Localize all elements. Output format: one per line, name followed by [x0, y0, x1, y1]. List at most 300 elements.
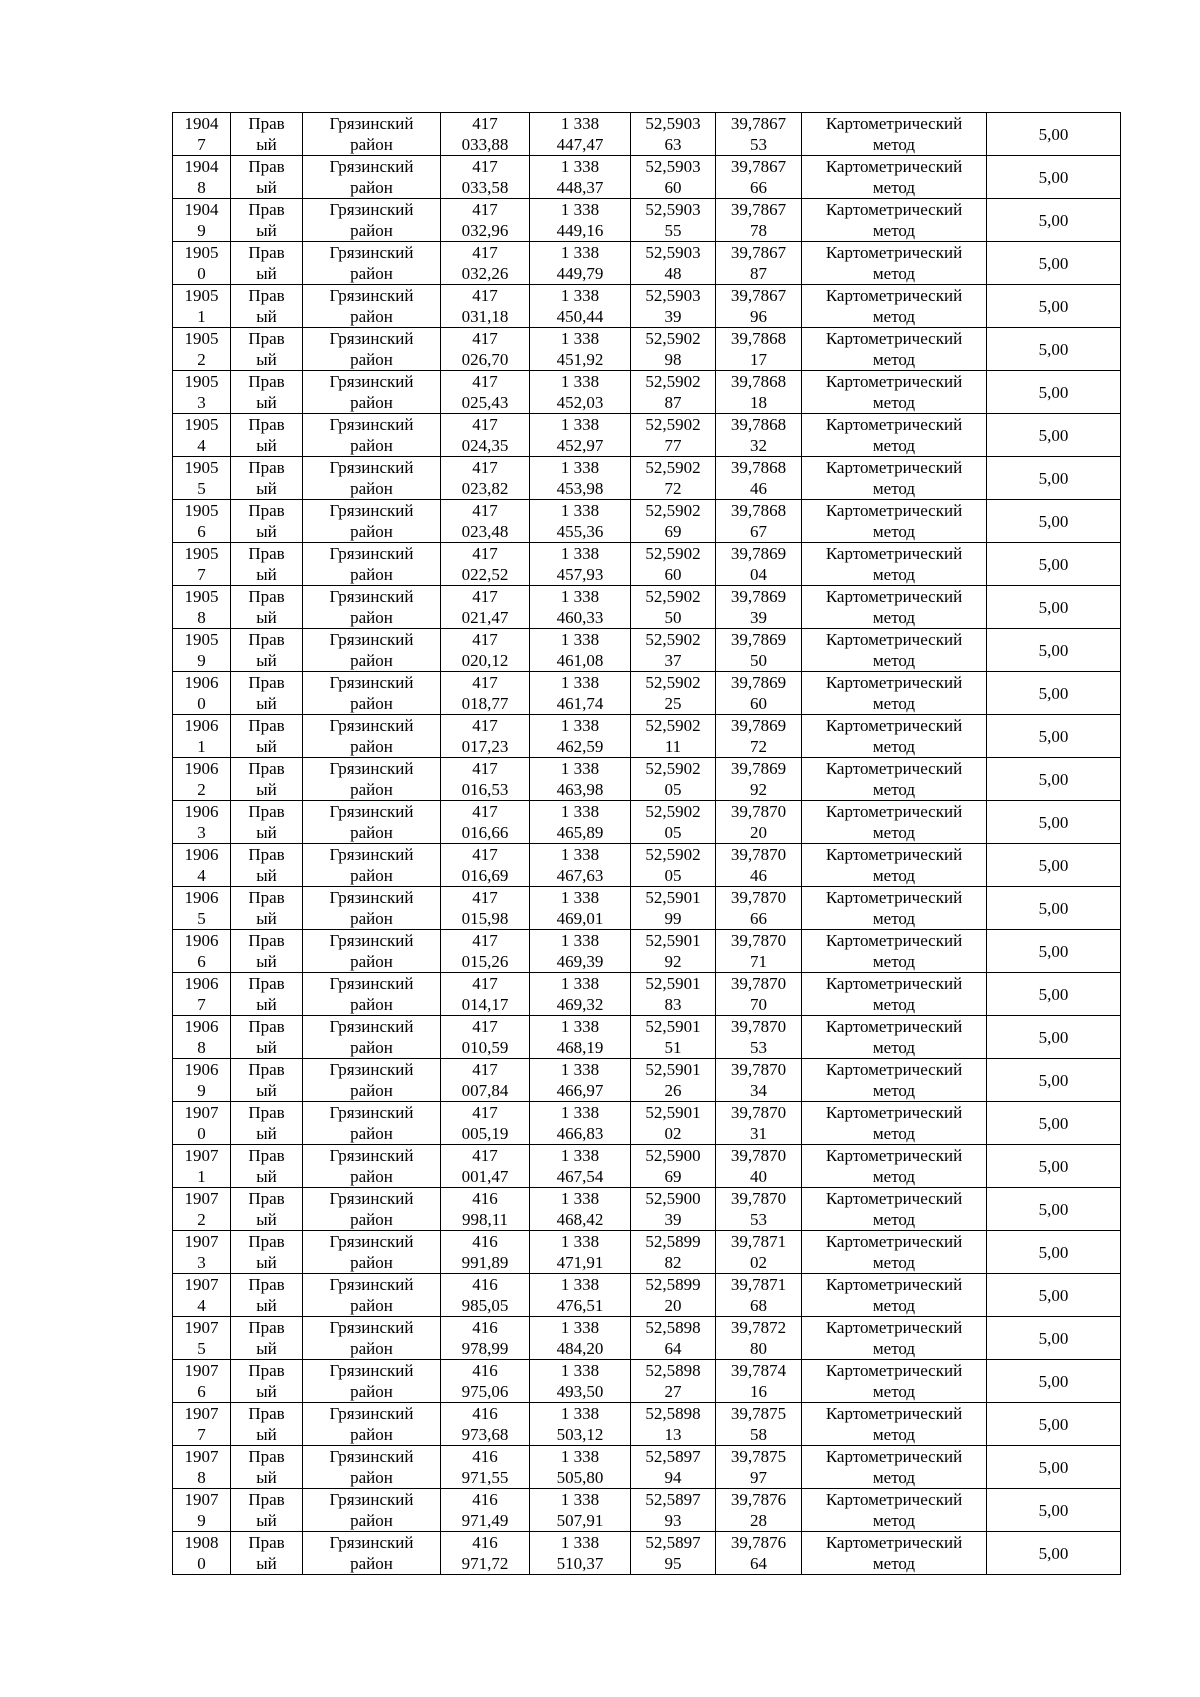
coord-y-cell: 1 338 505,80	[530, 1446, 631, 1489]
longitude-cell: 39,7869 39	[716, 586, 802, 629]
table-row	[173, 586, 1121, 629]
district-cell: Грязинский район	[303, 242, 441, 285]
latitude-cell: 52,5902 37	[631, 629, 716, 672]
bank-side-cell: Прав ый	[231, 758, 303, 801]
method-cell: Картометрический метод	[802, 973, 987, 1016]
coord-x-cell: 417 033,58	[441, 156, 530, 199]
point-number-cell: 1905 0	[173, 242, 231, 285]
district-cell: Грязинский район	[303, 1317, 441, 1360]
latitude-cell: 52,5902 05	[631, 801, 716, 844]
latitude-cell: 52,5902 69	[631, 500, 716, 543]
method-cell: Картометрический метод	[802, 156, 987, 199]
table-row	[173, 457, 1121, 500]
longitude-cell: 39,7867 78	[716, 199, 802, 242]
longitude-cell: 39,7868 18	[716, 371, 802, 414]
table-row	[173, 1489, 1121, 1532]
method-cell: Картометрический метод	[802, 887, 987, 930]
table-row	[173, 758, 1121, 801]
latitude-cell: 52,5897 94	[631, 1446, 716, 1489]
point-number-cell: 1906 8	[173, 1016, 231, 1059]
accuracy-cell: 5,00	[987, 328, 1121, 371]
coord-x-cell: 417 016,69	[441, 844, 530, 887]
longitude-cell: 39,7870 53	[716, 1188, 802, 1231]
accuracy-cell: 5,00	[987, 500, 1121, 543]
latitude-cell: 52,5902 50	[631, 586, 716, 629]
bank-side-cell: Прав ый	[231, 328, 303, 371]
bank-side-cell: Прав ый	[231, 371, 303, 414]
point-number-cell: 1906 0	[173, 672, 231, 715]
accuracy-cell: 5,00	[987, 371, 1121, 414]
latitude-cell: 52,5903 60	[631, 156, 716, 199]
district-cell: Грязинский район	[303, 1446, 441, 1489]
district-cell: Грязинский район	[303, 1489, 441, 1532]
bank-side-cell: Прав ый	[231, 586, 303, 629]
table-row	[173, 844, 1121, 887]
point-number-cell: 1904 8	[173, 156, 231, 199]
method-cell: Картометрический метод	[802, 113, 987, 156]
longitude-cell: 39,7869 04	[716, 543, 802, 586]
longitude-cell: 39,7876 28	[716, 1489, 802, 1532]
latitude-cell: 52,5902 60	[631, 543, 716, 586]
method-cell: Картометрический метод	[802, 285, 987, 328]
table-row	[173, 801, 1121, 844]
coord-x-cell: 416 971,55	[441, 1446, 530, 1489]
coord-y-cell: 1 338 468,19	[530, 1016, 631, 1059]
method-cell: Картометрический метод	[802, 500, 987, 543]
method-cell: Картометрический метод	[802, 1231, 987, 1274]
coord-y-cell: 1 338 460,33	[530, 586, 631, 629]
accuracy-cell: 5,00	[987, 801, 1121, 844]
accuracy-cell: 5,00	[987, 1274, 1121, 1317]
district-cell: Грязинский район	[303, 844, 441, 887]
table-body	[173, 113, 1121, 1575]
method-cell: Картометрический метод	[802, 715, 987, 758]
bank-side-cell: Прав ый	[231, 930, 303, 973]
accuracy-cell: 5,00	[987, 715, 1121, 758]
table-row	[173, 1102, 1121, 1145]
accuracy-cell: 5,00	[987, 1317, 1121, 1360]
district-cell: Грязинский район	[303, 1102, 441, 1145]
bank-side-cell: Прав ый	[231, 1403, 303, 1446]
latitude-cell: 52,5902 77	[631, 414, 716, 457]
bank-side-cell: Прав ый	[231, 887, 303, 930]
method-cell: Картометрический метод	[802, 1145, 987, 1188]
coord-x-cell: 417 023,48	[441, 500, 530, 543]
latitude-cell: 52,5899 82	[631, 1231, 716, 1274]
point-number-cell: 1905 3	[173, 371, 231, 414]
district-cell: Грязинский район	[303, 328, 441, 371]
coord-y-cell: 1 338 462,59	[530, 715, 631, 758]
bank-side-cell: Прав ый	[231, 1489, 303, 1532]
accuracy-cell: 5,00	[987, 973, 1121, 1016]
longitude-cell: 39,7872 80	[716, 1317, 802, 1360]
longitude-cell: 39,7869 50	[716, 629, 802, 672]
accuracy-cell: 5,00	[987, 457, 1121, 500]
coord-y-cell: 1 338 448,37	[530, 156, 631, 199]
point-number-cell: 1906 5	[173, 887, 231, 930]
latitude-cell: 52,5898 13	[631, 1403, 716, 1446]
coord-x-cell: 416 978,99	[441, 1317, 530, 1360]
latitude-cell: 52,5901 02	[631, 1102, 716, 1145]
coord-x-cell: 417 026,70	[441, 328, 530, 371]
method-cell: Картометрический метод	[802, 672, 987, 715]
bank-side-cell: Прав ый	[231, 801, 303, 844]
coord-y-cell: 1 338 466,83	[530, 1102, 631, 1145]
table-row	[173, 1145, 1121, 1188]
coord-y-cell: 1 338 503,12	[530, 1403, 631, 1446]
point-number-cell: 1906 3	[173, 801, 231, 844]
method-cell: Картометрический метод	[802, 414, 987, 457]
latitude-cell: 52,5903 48	[631, 242, 716, 285]
table-row	[173, 328, 1121, 371]
coord-y-cell: 1 338 469,39	[530, 930, 631, 973]
longitude-cell: 39,7870 66	[716, 887, 802, 930]
accuracy-cell: 5,00	[987, 156, 1121, 199]
coord-y-cell: 1 338 507,91	[530, 1489, 631, 1532]
longitude-cell: 39,7870 71	[716, 930, 802, 973]
method-cell: Картометрический метод	[802, 1102, 987, 1145]
coord-y-cell: 1 338 468,42	[530, 1188, 631, 1231]
point-number-cell: 1905 4	[173, 414, 231, 457]
coord-x-cell: 417 005,19	[441, 1102, 530, 1145]
table-row	[173, 1231, 1121, 1274]
latitude-cell: 52,5902 05	[631, 758, 716, 801]
district-cell: Грязинский район	[303, 1016, 441, 1059]
table-row	[173, 1317, 1121, 1360]
accuracy-cell: 5,00	[987, 543, 1121, 586]
district-cell: Грязинский район	[303, 1231, 441, 1274]
table-row	[173, 887, 1121, 930]
bank-side-cell: Прав ый	[231, 1145, 303, 1188]
coordinates-table	[172, 112, 1121, 1575]
method-cell: Картометрический метод	[802, 1489, 987, 1532]
accuracy-cell: 5,00	[987, 930, 1121, 973]
longitude-cell: 39,7870 31	[716, 1102, 802, 1145]
accuracy-cell: 5,00	[987, 887, 1121, 930]
method-cell: Картометрический метод	[802, 586, 987, 629]
longitude-cell: 39,7867 53	[716, 113, 802, 156]
method-cell: Картометрический метод	[802, 930, 987, 973]
table-row	[173, 414, 1121, 457]
table-row	[173, 973, 1121, 1016]
latitude-cell: 52,5901 92	[631, 930, 716, 973]
accuracy-cell: 5,00	[987, 113, 1121, 156]
coord-y-cell: 1 338 452,03	[530, 371, 631, 414]
latitude-cell: 52,5902 72	[631, 457, 716, 500]
coord-y-cell: 1 338 455,36	[530, 500, 631, 543]
coord-y-cell: 1 338 449,16	[530, 199, 631, 242]
accuracy-cell: 5,00	[987, 758, 1121, 801]
bank-side-cell: Прав ый	[231, 715, 303, 758]
bank-side-cell: Прав ый	[231, 500, 303, 543]
accuracy-cell: 5,00	[987, 1446, 1121, 1489]
coord-y-cell: 1 338 450,44	[530, 285, 631, 328]
coord-x-cell: 417 015,26	[441, 930, 530, 973]
district-cell: Грязинский район	[303, 414, 441, 457]
method-cell: Картометрический метод	[802, 801, 987, 844]
accuracy-cell: 5,00	[987, 1532, 1121, 1575]
longitude-cell: 39,7867 96	[716, 285, 802, 328]
district-cell: Грязинский район	[303, 758, 441, 801]
bank-side-cell: Прав ый	[231, 113, 303, 156]
coord-x-cell: 417 001,47	[441, 1145, 530, 1188]
coord-x-cell: 417 031,18	[441, 285, 530, 328]
coord-x-cell: 417 032,26	[441, 242, 530, 285]
latitude-cell: 52,5902 11	[631, 715, 716, 758]
point-number-cell: 1906 7	[173, 973, 231, 1016]
coord-y-cell: 1 338 465,89	[530, 801, 631, 844]
point-number-cell: 1907 7	[173, 1403, 231, 1446]
latitude-cell: 52,5902 98	[631, 328, 716, 371]
table-row	[173, 1446, 1121, 1489]
longitude-cell: 39,7868 17	[716, 328, 802, 371]
bank-side-cell: Прав ый	[231, 156, 303, 199]
district-cell: Грязинский район	[303, 973, 441, 1016]
accuracy-cell: 5,00	[987, 1360, 1121, 1403]
coord-y-cell: 1 338 484,20	[530, 1317, 631, 1360]
longitude-cell: 39,7871 02	[716, 1231, 802, 1274]
district-cell: Грязинский район	[303, 801, 441, 844]
point-number-cell: 1907 4	[173, 1274, 231, 1317]
longitude-cell: 39,7875 97	[716, 1446, 802, 1489]
latitude-cell: 52,5900 39	[631, 1188, 716, 1231]
district-cell: Грязинский район	[303, 1274, 441, 1317]
district-cell: Грязинский район	[303, 500, 441, 543]
coord-y-cell: 1 338 471,91	[530, 1231, 631, 1274]
district-cell: Грязинский район	[303, 371, 441, 414]
coord-x-cell: 416 991,89	[441, 1231, 530, 1274]
point-number-cell: 1906 1	[173, 715, 231, 758]
latitude-cell: 52,5901 99	[631, 887, 716, 930]
bank-side-cell: Прав ый	[231, 1188, 303, 1231]
method-cell: Картометрический метод	[802, 844, 987, 887]
coord-y-cell: 1 338 451,92	[530, 328, 631, 371]
coord-x-cell: 417 015,98	[441, 887, 530, 930]
accuracy-cell: 5,00	[987, 844, 1121, 887]
district-cell: Грязинский район	[303, 1532, 441, 1575]
bank-side-cell: Прав ый	[231, 543, 303, 586]
longitude-cell: 39,7867 66	[716, 156, 802, 199]
latitude-cell: 52,5903 63	[631, 113, 716, 156]
point-number-cell: 1905 2	[173, 328, 231, 371]
coord-x-cell: 417 014,17	[441, 973, 530, 1016]
coord-x-cell: 417 020,12	[441, 629, 530, 672]
bank-side-cell: Прав ый	[231, 1446, 303, 1489]
longitude-cell: 39,7868 67	[716, 500, 802, 543]
coord-y-cell: 1 338 469,32	[530, 973, 631, 1016]
coord-x-cell: 417 033,88	[441, 113, 530, 156]
latitude-cell: 52,5903 39	[631, 285, 716, 328]
district-cell: Грязинский район	[303, 715, 441, 758]
coord-y-cell: 1 338 447,47	[530, 113, 631, 156]
table-row	[173, 199, 1121, 242]
latitude-cell: 52,5902 05	[631, 844, 716, 887]
method-cell: Картометрический метод	[802, 543, 987, 586]
point-number-cell: 1907 9	[173, 1489, 231, 1532]
method-cell: Картометрический метод	[802, 457, 987, 500]
coord-x-cell: 417 023,82	[441, 457, 530, 500]
bank-side-cell: Прав ый	[231, 629, 303, 672]
district-cell: Грязинский район	[303, 586, 441, 629]
longitude-cell: 39,7870 46	[716, 844, 802, 887]
coord-y-cell: 1 338 467,63	[530, 844, 631, 887]
point-number-cell: 1904 7	[173, 113, 231, 156]
district-cell: Грязинский район	[303, 1145, 441, 1188]
coord-x-cell: 416 971,49	[441, 1489, 530, 1532]
coord-x-cell: 417 017,23	[441, 715, 530, 758]
point-number-cell: 1904 9	[173, 199, 231, 242]
accuracy-cell: 5,00	[987, 1188, 1121, 1231]
point-number-cell: 1905 6	[173, 500, 231, 543]
bank-side-cell: Прав ый	[231, 1274, 303, 1317]
accuracy-cell: 5,00	[987, 1059, 1121, 1102]
method-cell: Картометрический метод	[802, 1317, 987, 1360]
latitude-cell: 52,5899 20	[631, 1274, 716, 1317]
point-number-cell: 1906 9	[173, 1059, 231, 1102]
latitude-cell: 52,5903 55	[631, 199, 716, 242]
point-number-cell: 1905 8	[173, 586, 231, 629]
point-number-cell: 1906 6	[173, 930, 231, 973]
bank-side-cell: Прав ый	[231, 1532, 303, 1575]
longitude-cell: 39,7870 53	[716, 1016, 802, 1059]
longitude-cell: 39,7868 32	[716, 414, 802, 457]
method-cell: Картометрический метод	[802, 328, 987, 371]
district-cell: Грязинский район	[303, 285, 441, 328]
coord-x-cell: 417 016,53	[441, 758, 530, 801]
accuracy-cell: 5,00	[987, 1145, 1121, 1188]
latitude-cell: 52,5902 25	[631, 672, 716, 715]
coord-x-cell: 417 024,35	[441, 414, 530, 457]
latitude-cell: 52,5901 83	[631, 973, 716, 1016]
accuracy-cell: 5,00	[987, 199, 1121, 242]
longitude-cell: 39,7869 72	[716, 715, 802, 758]
method-cell: Картометрический метод	[802, 371, 987, 414]
coord-x-cell: 416 971,72	[441, 1532, 530, 1575]
point-number-cell: 1907 5	[173, 1317, 231, 1360]
point-number-cell: 1905 1	[173, 285, 231, 328]
point-number-cell: 1905 7	[173, 543, 231, 586]
method-cell: Картометрический метод	[802, 1446, 987, 1489]
district-cell: Грязинский район	[303, 1360, 441, 1403]
longitude-cell: 39,7870 40	[716, 1145, 802, 1188]
coord-x-cell: 416 975,06	[441, 1360, 530, 1403]
latitude-cell: 52,5898 27	[631, 1360, 716, 1403]
bank-side-cell: Прав ый	[231, 973, 303, 1016]
table-row	[173, 1188, 1121, 1231]
method-cell: Картометрический метод	[802, 1532, 987, 1575]
bank-side-cell: Прав ый	[231, 1016, 303, 1059]
table-row	[173, 285, 1121, 328]
method-cell: Картометрический метод	[802, 1016, 987, 1059]
coord-x-cell: 417 022,52	[441, 543, 530, 586]
table-row	[173, 715, 1121, 758]
coord-x-cell: 417 025,43	[441, 371, 530, 414]
point-number-cell: 1907 1	[173, 1145, 231, 1188]
accuracy-cell: 5,00	[987, 285, 1121, 328]
method-cell: Картометрический метод	[802, 1274, 987, 1317]
accuracy-cell: 5,00	[987, 586, 1121, 629]
accuracy-cell: 5,00	[987, 672, 1121, 715]
bank-side-cell: Прав ый	[231, 457, 303, 500]
method-cell: Картометрический метод	[802, 1360, 987, 1403]
method-cell: Картометрический метод	[802, 242, 987, 285]
table-row	[173, 1016, 1121, 1059]
coord-y-cell: 1 338 510,37	[530, 1532, 631, 1575]
table-row	[173, 156, 1121, 199]
method-cell: Картометрический метод	[802, 1188, 987, 1231]
bank-side-cell: Прав ый	[231, 199, 303, 242]
coord-x-cell: 416 985,05	[441, 1274, 530, 1317]
accuracy-cell: 5,00	[987, 1016, 1121, 1059]
district-cell: Грязинский район	[303, 1188, 441, 1231]
coord-y-cell: 1 338 449,79	[530, 242, 631, 285]
bank-side-cell: Прав ый	[231, 844, 303, 887]
bank-side-cell: Прав ый	[231, 1360, 303, 1403]
latitude-cell: 52,5900 69	[631, 1145, 716, 1188]
bank-side-cell: Прав ый	[231, 1059, 303, 1102]
longitude-cell: 39,7869 60	[716, 672, 802, 715]
bank-side-cell: Прав ый	[231, 1231, 303, 1274]
latitude-cell: 52,5902 87	[631, 371, 716, 414]
coord-y-cell: 1 338 457,93	[530, 543, 631, 586]
point-number-cell: 1905 5	[173, 457, 231, 500]
point-number-cell: 1907 8	[173, 1446, 231, 1489]
coord-x-cell: 417 007,84	[441, 1059, 530, 1102]
longitude-cell: 39,7868 46	[716, 457, 802, 500]
accuracy-cell: 5,00	[987, 629, 1121, 672]
bank-side-cell: Прав ый	[231, 1317, 303, 1360]
coord-y-cell: 1 338 476,51	[530, 1274, 631, 1317]
district-cell: Грязинский район	[303, 672, 441, 715]
accuracy-cell: 5,00	[987, 414, 1121, 457]
coord-x-cell: 417 021,47	[441, 586, 530, 629]
table-row	[173, 1360, 1121, 1403]
point-number-cell: 1906 2	[173, 758, 231, 801]
point-number-cell: 1906 4	[173, 844, 231, 887]
table-row	[173, 672, 1121, 715]
accuracy-cell: 5,00	[987, 1403, 1121, 1446]
coord-x-cell: 417 018,77	[441, 672, 530, 715]
district-cell: Грязинский район	[303, 887, 441, 930]
district-cell: Грязинский район	[303, 629, 441, 672]
district-cell: Грязинский район	[303, 543, 441, 586]
method-cell: Картометрический метод	[802, 199, 987, 242]
table-row	[173, 1532, 1121, 1575]
coord-y-cell: 1 338 453,98	[530, 457, 631, 500]
point-number-cell: 1907 6	[173, 1360, 231, 1403]
longitude-cell: 39,7876 64	[716, 1532, 802, 1575]
bank-side-cell: Прав ый	[231, 1102, 303, 1145]
point-number-cell: 1908 0	[173, 1532, 231, 1575]
table-row	[173, 371, 1121, 414]
latitude-cell: 52,5898 64	[631, 1317, 716, 1360]
latitude-cell: 52,5897 95	[631, 1532, 716, 1575]
bank-side-cell: Прав ый	[231, 414, 303, 457]
coord-y-cell: 1 338 461,74	[530, 672, 631, 715]
accuracy-cell: 5,00	[987, 1231, 1121, 1274]
table-row	[173, 1059, 1121, 1102]
longitude-cell: 39,7875 58	[716, 1403, 802, 1446]
longitude-cell: 39,7874 16	[716, 1360, 802, 1403]
longitude-cell: 39,7869 92	[716, 758, 802, 801]
longitude-cell: 39,7871 68	[716, 1274, 802, 1317]
longitude-cell: 39,7870 70	[716, 973, 802, 1016]
table-row	[173, 242, 1121, 285]
district-cell: Грязинский район	[303, 1403, 441, 1446]
district-cell: Грязинский район	[303, 156, 441, 199]
coord-x-cell: 417 010,59	[441, 1016, 530, 1059]
coord-y-cell: 1 338 493,50	[530, 1360, 631, 1403]
